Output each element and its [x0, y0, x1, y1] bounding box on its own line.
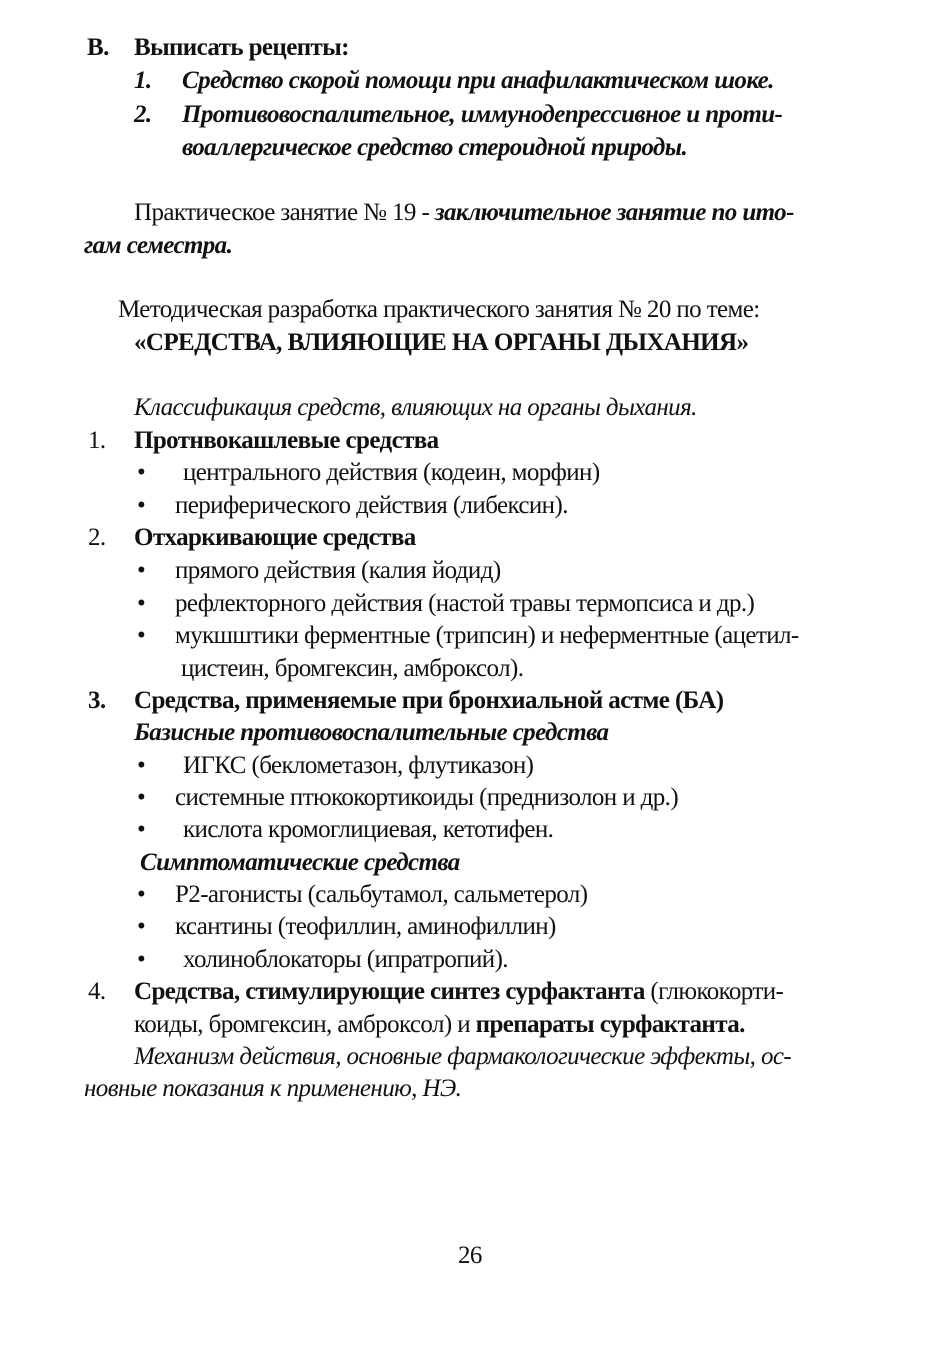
group-2-item-3-continued: цистеин, бромгексин, амброксол).	[181, 655, 524, 682]
mechanism-line2: новные показания к применению, НЭ.	[84, 1075, 462, 1102]
group-2-number: 2.	[88, 524, 106, 551]
group-3-subheading-basic: Базисные противовоспалительные средства	[134, 719, 609, 746]
bullet: •	[137, 816, 146, 843]
group-4-title: Средства, стимулирующие синтез сурфактанта	[134, 978, 645, 1005]
group-3-basic-item-3: кислота кромоглициевая, кетотифен.	[183, 816, 554, 843]
group-1-item-1: центрального действия (кодеин, морфин)	[183, 459, 600, 486]
group-4-line2-text: коиды, бромгексин, амброксол) и	[134, 1011, 476, 1038]
page-number: 26	[458, 1242, 482, 1269]
recipe-1-text: Средство скорой помощи при анафилактическом шоке.	[182, 67, 774, 94]
group-4-title-tail: (глюкокорти-	[644, 978, 784, 1005]
group-3-symptomatic-item-3: холиноблокаторы (ипратропий).	[183, 946, 508, 973]
group-3-symptomatic-item-1: Р2-агонисты (сальбутамол, сальметерол)	[175, 881, 588, 908]
group-3-basic-item-1: ИГКС (беклометазон, флутиказон)	[183, 752, 534, 779]
group-4-line2	[134, 1008, 745, 1041]
recipe-2-text-line2: воаллергическое средство стероидной природы.	[182, 134, 688, 161]
bullet: •	[137, 622, 146, 649]
group-2-item-1: прямого действия (калия йодид)	[175, 557, 501, 584]
lesson-19-line1	[134, 196, 794, 229]
bullet: •	[137, 590, 146, 617]
lesson-20-title: «СРЕДСТВА, ВЛИЯЮЩИЕ НА ОРГАНЫ ДЫХАНИЯ»	[134, 329, 749, 356]
bullet: •	[137, 492, 146, 519]
group-3-subheading-symptomatic: Симптоматические средства	[140, 849, 460, 876]
bullet: •	[137, 881, 146, 908]
group-1-title: Протнвокашлевые средства	[134, 427, 439, 454]
group-4-line1	[134, 975, 783, 1008]
lesson-19-topic-part1: заключительное занятие по ито-	[434, 199, 794, 226]
mechanism-line1: Механизм действия, основные фармакологические эффекты, ос-	[134, 1043, 792, 1070]
bullet: •	[137, 557, 146, 584]
group-2-item-3: мукшштики ферментные (трипсин) и неферментные (ацетил-	[175, 622, 799, 649]
group-3-basic-item-2: системные птюкокортикоиды (преднизолон и др.)	[175, 784, 679, 811]
group-3-number: 3.	[88, 687, 106, 714]
group-2-item-2: рефлекторного действия (настой травы термопсиса и др.)	[175, 590, 755, 617]
lesson-19-topic-part2: гам семестра.	[84, 232, 233, 259]
group-3-symptomatic-item-2: ксантины (теофиллин, аминофиллин)	[175, 913, 556, 940]
group-2-title: Отхаркивающие средства	[134, 524, 416, 551]
recipe-2-number: 2.	[134, 101, 152, 128]
lesson-20-intro: Методическая разработка практического занятия № 20 по теме:	[118, 296, 760, 323]
recipe-1-number: 1.	[134, 67, 152, 94]
group-3-title: Средства, применяемые при бронхиальной астме (БА)	[134, 687, 724, 714]
group-1-number: 1.	[88, 427, 106, 454]
group-4-line2-bold: препараты сурфактанта.	[475, 1011, 745, 1038]
group-1-item-2: периферического действия (либексин).	[175, 492, 568, 519]
section-v-title: Выписать рецепты:	[134, 34, 349, 61]
bullet: •	[137, 459, 146, 486]
bullet: •	[137, 946, 146, 973]
group-4-number: 4.	[88, 978, 106, 1005]
bullet: •	[137, 913, 146, 940]
bullet: •	[137, 784, 146, 811]
bullet: •	[137, 752, 146, 779]
recipe-2-text-line1: Противовоспалительное, иммунодепрессивное и проти-	[182, 101, 783, 128]
classification-heading: Классификация средств, влияющих на органы дыхания.	[134, 394, 697, 421]
section-v-marker: В.	[87, 34, 109, 61]
lesson-19-lead: Практическое занятие № 19 -	[134, 199, 435, 226]
